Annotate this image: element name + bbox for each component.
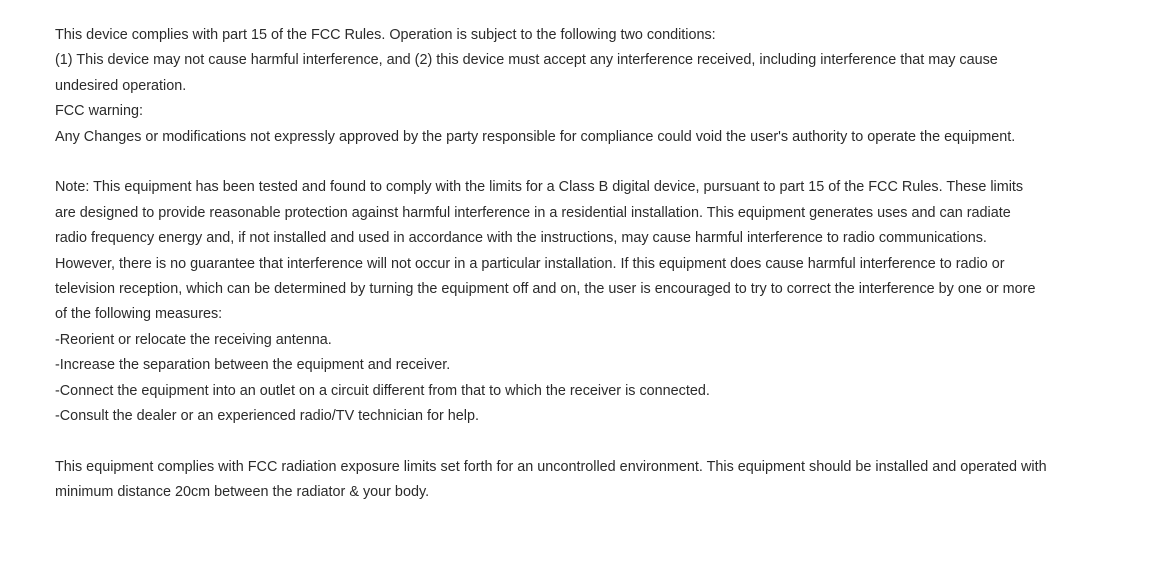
intro-line: undesired operation.	[55, 77, 187, 94]
note-line: television reception, which can be determined by turning the equipment off and on, the user is encouraged to try to correct the interference by one or more	[55, 281, 1036, 298]
measures-list	[55, 328, 1095, 430]
note-line: radio frequency energy and, if not installed and used in accordance with the instructions, may cause harmful interference to radio communications.	[55, 230, 987, 247]
radiation-paragraph	[55, 455, 1095, 506]
note-paragraph	[55, 175, 1095, 327]
note-line: of the following measures:	[55, 306, 223, 323]
measure-item: -Increase the separation between the equipment and receiver.	[55, 357, 451, 374]
measure-item: -Connect the equipment into an outlet on a circuit different from that to which the receiver is connected.	[55, 382, 710, 399]
note-line: However, there is no guarantee that interference will not occur in a particular installation. If this equipment does cause harmful interference to radio or	[55, 255, 1005, 272]
fcc-warning-text: Any Changes or modifications not expressly approved by the party responsible for compliance could void the user's authority to operate the equipment.	[55, 128, 1016, 145]
fcc-warning-heading: FCC warning:	[55, 103, 143, 120]
note-line: are designed to provide reasonable protection against harmful interference in a residential installation. This equipment generates uses and can radiate	[55, 204, 1011, 221]
radiation-line: minimum distance 20cm between the radiator & your body.	[55, 484, 430, 501]
radiation-line: This equipment complies with FCC radiation exposure limits set forth for an uncontrolled environment. This equipment should be installed and operated with	[55, 458, 1047, 475]
note-line: Note: This equipment has been tested and found to comply with the limits for a Class B digital device, pursuant to part 15 of the FCC Rules. These limits	[55, 179, 1024, 196]
measure-item: -Reorient or relocate the receiving antenna.	[55, 331, 332, 348]
intro-line: This device complies with part 15 of the FCC Rules. Operation is subject to the following two conditions:	[55, 27, 716, 43]
measure-item: -Consult the dealer or an experienced radio/TV technician for help.	[55, 408, 479, 425]
intro-paragraph	[55, 23, 1095, 150]
paragraph-spacer	[55, 429, 1095, 454]
intro-line: (1) This device may not cause harmful interference, and (2) this device must accept any interference received, including interference that may cause	[55, 52, 998, 69]
fcc-statement	[55, 23, 1095, 506]
paragraph-spacer	[55, 150, 1095, 175]
